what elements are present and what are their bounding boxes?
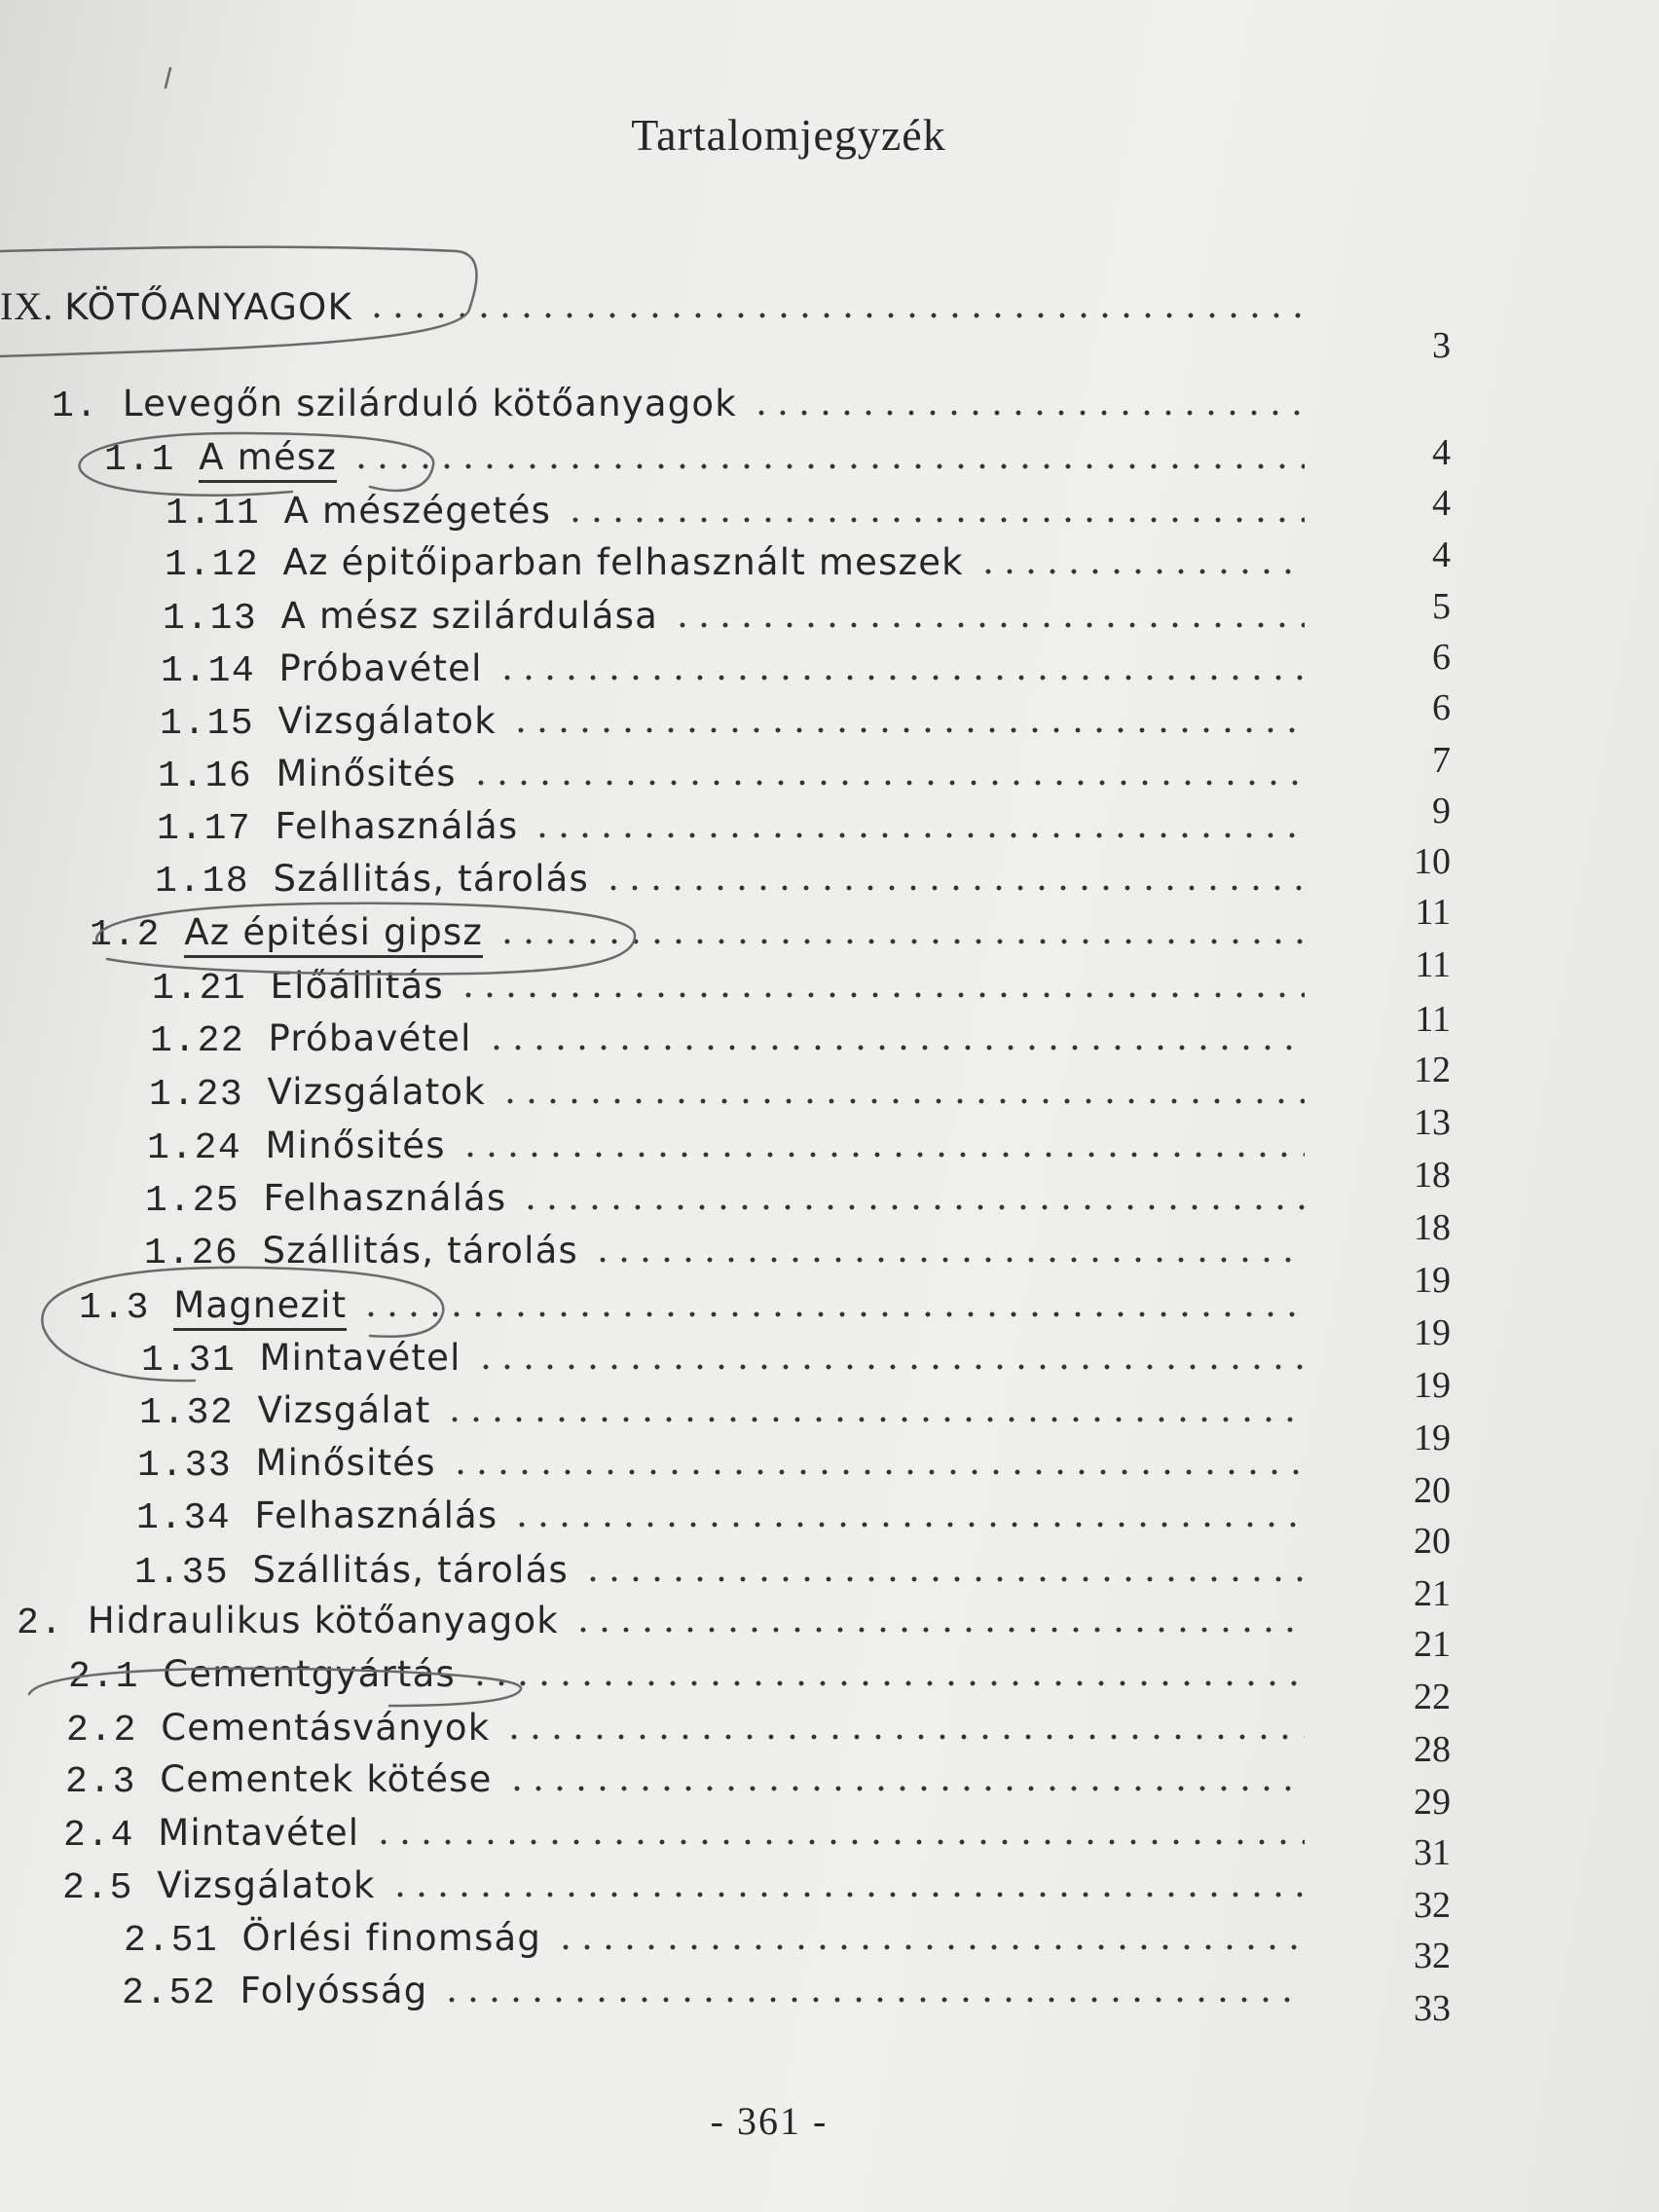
toc-page-number: 19 [1414,1365,1451,1406]
pencil-loop-1-2 [96,903,635,975]
toc-page-number: 12 [1414,1050,1451,1090]
toc-entry-title: A mész [199,436,337,483]
toc-page-number: 4 [1432,483,1451,524]
page-title: Tartalomjegyzék [631,110,946,160]
toc-entry-title: Az épitési gipsz [184,911,483,958]
toc-entry-number: IX. [0,284,55,328]
toc-page-number: 32 [1414,1885,1451,1926]
toc-entry-title: Folyósság [240,1970,428,2011]
toc-entry-number: 1.2 [90,914,161,956]
toc-entry-number: 1.13 [163,598,258,640]
toc-page-number: 19 [1414,1418,1451,1458]
toc-entry-title: Örlési finomság [241,1917,542,1959]
toc-entry-number: 2.4 [63,1815,134,1857]
toc-page-number: 22 [1414,1677,1451,1717]
toc-page-number: 20 [1414,1470,1451,1511]
toc-entry-title: Előállitás [270,965,444,1007]
toc-entry-number: 1.16 [158,756,253,797]
toc-entry-number: 1.31 [141,1340,237,1382]
toc-entry-title: Vizsgálat [257,1389,431,1431]
toc-entry-title: KÖTŐANYAGOK [64,286,352,328]
toc-entry-number: 1.34 [136,1497,232,1539]
pencil-loop-1-1 [80,433,434,496]
toc-entry-title: Próbavétel [268,1017,472,1059]
toc-page-number: 19 [1414,1312,1451,1353]
toc-page-number: 21 [1414,1624,1451,1665]
toc-entry-number: 1.17 [157,808,252,850]
toc-entry-number: 1.15 [160,703,255,745]
toc-page-number: 11 [1415,999,1451,1040]
toc-entry-number: 1.3 [79,1287,150,1329]
toc-entry-title: A mész szilárdulása [280,595,659,637]
toc-entry-number: 1.35 [134,1552,230,1594]
toc-entry-number: 1. [52,386,99,427]
pencil-loop-1-3 [42,1268,443,1381]
toc-page-number: 21 [1414,1573,1451,1614]
toc-page-number: 10 [1414,841,1451,882]
pencil-loop-ix [0,247,477,356]
toc-page-number: 5 [1432,586,1451,627]
toc-entry-number: 1.18 [155,861,250,903]
toc-entry-title: Felhasználás [275,805,519,847]
toc-entry-number: 1.32 [139,1392,235,1434]
toc-page-number: 6 [1432,637,1451,678]
toc-page-number: 13 [1414,1102,1451,1143]
toc-entry-number: 2.5 [62,1867,133,1909]
toc-entry-title: Vizsgálatok [277,700,497,742]
toc-page-number: 11 [1415,944,1451,985]
toc-page-number: 18 [1414,1155,1451,1196]
toc-page-number: 33 [1414,1988,1451,2029]
toc-entry-title: Cementek kötése [160,1758,493,1800]
toc-page-number: 4 [1432,432,1451,473]
toc-entry-title: Próbavétel [278,647,483,689]
toc-entry-title: Vizsgálatok [267,1071,486,1113]
toc-entry-title: Magnezit [173,1284,347,1331]
toc-entry-number: 1.24 [147,1127,242,1169]
toc-entry-number: 1.25 [145,1180,240,1222]
toc-page-number: 4 [1432,535,1451,575]
toc-page-number: 18 [1414,1207,1451,1248]
toc-entry-title: Az épitőiparban felhasznált meszek [282,541,964,583]
toc-entry-number: 1.21 [152,968,247,1010]
toc-page-number: 28 [1414,1729,1451,1770]
toc-entry-title: Mintavétel [158,1812,360,1854]
toc-entry-number: 1.22 [150,1020,245,1062]
toc-page-number: 20 [1414,1521,1451,1562]
toc-entry-title: Szállitás, tárolás [262,1230,578,1272]
toc-entry-title: Cementásványok [161,1707,491,1749]
toc-entry-title: Hidraulikus kötőanyagok [87,1600,559,1641]
toc-entry-title: Minősités [265,1124,446,1166]
toc-entry-title: Vizsgálatok [157,1864,376,1906]
toc-page-number: 7 [1432,740,1451,781]
toc-entry-number: 2.1 [68,1656,139,1698]
toc-entry-number: 1.1 [104,439,175,481]
toc-entry-title: Felhasználás [263,1177,507,1219]
toc-entry-number: 2.52 [122,1972,217,2014]
toc-page-number: 19 [1414,1260,1451,1301]
pencil-tick [166,68,170,88]
toc-entry-number: 1.23 [149,1074,244,1116]
page-number-footer: - 361 - [710,2099,829,2143]
toc-page-number: 32 [1414,1936,1451,1976]
toc-entry-title: Minősités [255,1442,436,1484]
toc-entry-number: 2. [17,1603,64,1644]
toc-entry-number: 1.12 [165,544,260,586]
toc-entry-title: A mészégetés [283,490,552,532]
toc-page-number: 29 [1414,1782,1451,1823]
toc-entry-title: Szállitás, tárolás [273,858,589,900]
pencil-loop-2-1 [29,1669,521,1706]
toc-page-number: 6 [1432,687,1451,728]
toc-entry-number: 1.26 [144,1233,240,1274]
toc-entry-number: 1.14 [161,650,256,692]
toc-entry-title: Cementgyártás [163,1653,456,1695]
toc-entry-number: 2.51 [124,1920,219,1962]
toc-entry-title: Levegőn szilárduló kötőanyagok [122,383,737,424]
toc-entry-title: Szállitás, tárolás [252,1549,569,1591]
toc-page-number: 31 [1414,1832,1451,1873]
toc-page-number: 11 [1415,892,1451,933]
toc-entry-number: 2.3 [65,1761,136,1803]
toc-entry-title: Felhasználás [254,1494,498,1536]
toc-entry-title: Mintavétel [259,1337,461,1379]
toc-entry-title: Minősités [276,753,457,794]
toc-page-number: 3 [1432,325,1451,366]
toc-entry-number: 1.11 [166,493,261,535]
toc-entry-number: 1.33 [137,1445,233,1487]
toc-page-number: 9 [1432,791,1451,831]
toc-entry-number: 2.2 [66,1710,137,1751]
